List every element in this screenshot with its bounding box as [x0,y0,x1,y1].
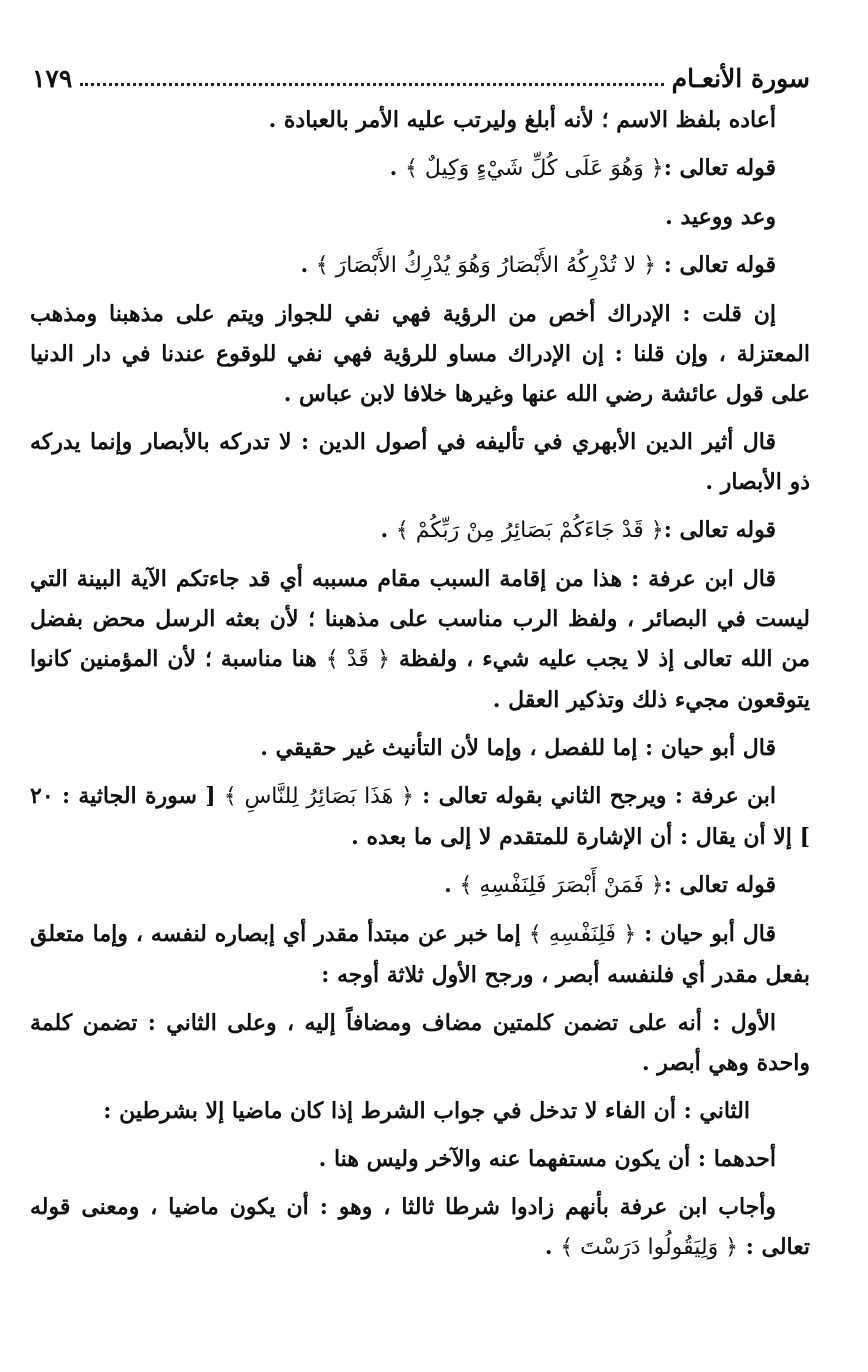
paragraph: قال ابن عرفة : هذا من إقامة السبب مقام مسببه أي قد جاءتكم الآية البينة التي ليست في البصائر ، ولفظ الرب مناسب على مذهبنا ؛ لأن بعثه الرسل محض بفضل من الله تعالى إذ لا يجب عليه شيء ، ولفظة ﴿ قَدْ ﴾ هنا مناسبة ؛ لأن المؤمنين كانوا يتوقعون مجيء ذلك وتذكير العقل . [30,566,810,713]
quran-quote: ﴿ هَذَا بَصَائِرُ لِلنَّاسِ ﴾ [223,784,414,809]
quran-quote: ﴿ لا تُدْرِكُهُ الأَبْصَارُ وَهُوَ يُدْرِكُ الأَبْصَارَ ﴾ [315,253,657,278]
quran-quote: ﴿ قَدْ جَاءَكُمْ بَصَائِرُ مِنْ رَبِّكُمْ ﴾ [395,518,664,543]
quran-quote: ﴿ وَهُوَ عَلَى كُلِّ شَيْءٍ وَكِيلٌ ﴾ [404,156,664,181]
paragraph: قوله تعالى : ﴿ لا تُدْرِكُهُ الأَبْصَارُ وَهُوَ يُدْرِكُ الأَبْصَارَ ﴾ . [300,252,776,278]
page-body [30,100,810,1276]
paragraph: ابن عرفة : ويرجح الثاني بقوله تعالى : ﴿ هَذَا بَصَائِرُ لِلنَّاسِ ﴾ [ سورة الجاثية : ٢٠ ] إلا أن يقال : أن الإشارة للمتقدم لا إلى ما بعده . [30,783,810,850]
quran-quote: ﴿ فَمَنْ أَبْصَرَ فَلِنَفْسِهِ ﴾ [459,873,664,898]
paragraph: الثاني : أن الفاء لا تدخل في جواب الشرط إذا كان ماضيا إلا بشرطين : [103,1098,750,1124]
paragraph: أحدهما : أن يكون مستفهما عنه والآخر وليس هنا . [318,1146,776,1172]
header-dot-leader [80,83,663,86]
paragraph: الأول : أنه على تضمن كلمتين مضاف ومضافاً إليه ، وعلى الثاني : تضمن كلمة واحدة وهي أبصر . [30,1010,810,1076]
paragraph: قوله تعالى :﴿ فَمَنْ أَبْصَرَ فَلِنَفْسِهِ ﴾ . [444,872,776,898]
quran-quote: ﴿ قَدْ ﴾ [325,647,391,672]
paragraph: قال أثير الدين الأبهري في تأليفه في أصول الدين : لا تدركه بالأبصار وإنما يدركه ذو الأبصار . [30,429,810,495]
paragraph: قال أبو حيان : إما للفصل ، وإما لأن التأنيث غير حقيقي . [260,735,776,761]
paragraph: وأجاب ابن عرفة بأنهم زادوا شرطا ثالثا ، وهو : أن يكون ماضيا ، ومعنى قوله تعالى : ﴿ وَلِيَقُولُوا دَرَسْتَ ﴾ . [30,1194,810,1260]
paragraph: إن قلت : الإدراك أخص من الرؤية فهي نفي للجواز ويتم على مذهبنا ومذهب المعتزلة ، وإن قلنا : إن الإدراك مساو للرؤية فهي نفي للوقوع عندنا في دار الدنيا على قول عائشة رضي الله عنها وغيرها خلافا لابن عباس . [30,301,810,407]
running-header [32,58,810,98]
quran-quote: ﴿ فَلِنَفْسِهِ ﴾ [528,922,637,947]
page-number: ١٧٩ [32,63,73,93]
paragraph: وعد ووعيد . [665,204,776,230]
paragraph: أعاده بلفظ الاسم ؛ لأنه أبلغ وليرتب عليه الأمر بالعبادة . [268,107,776,133]
quran-quote: ﴿ وَلِيَقُولُوا دَرَسْتَ ﴾ [560,1235,739,1260]
surah-title: سورة الأنعـام [671,63,810,93]
paragraph: قوله تعالى :﴿ قَدْ جَاءَكُمْ بَصَائِرُ مِنْ رَبِّكُمْ ﴾ . [380,517,776,543]
paragraph: قوله تعالى :﴿ وَهُوَ عَلَى كُلِّ شَيْءٍ وَكِيلٌ ﴾ . [389,155,776,181]
paragraph: قال أبو حيان : ﴿ فَلِنَفْسِهِ ﴾ إما خبر عن مبتدأ مقدر أي إبصاره لنفسه ، وإما متعلق بفعل مقدر أي فلنفسه أبصر ، ورجح الأول ثلاثة أوجه : [30,921,810,988]
